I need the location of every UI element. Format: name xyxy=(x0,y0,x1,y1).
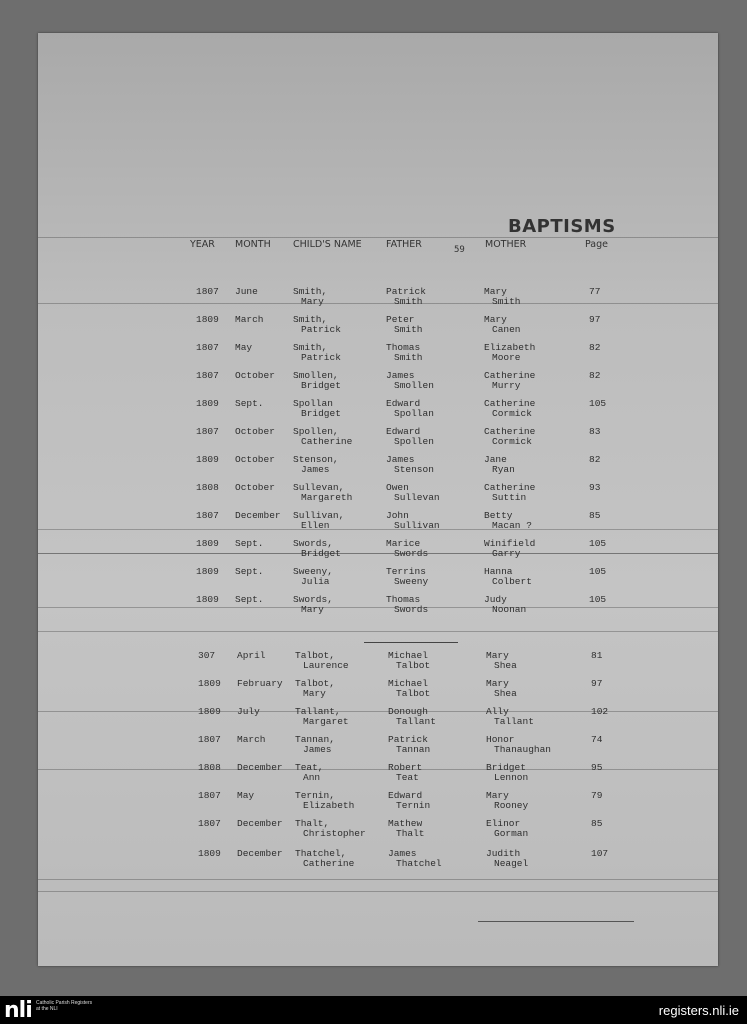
entry-page: 74 xyxy=(591,734,603,745)
entry-father-line2: Talbot xyxy=(396,688,431,699)
footer-bar xyxy=(0,996,747,1024)
entry-mother-line1: Jane xyxy=(484,454,507,465)
entry-child-line2: Bridget xyxy=(301,408,341,419)
table-row xyxy=(38,315,718,341)
entry-father xyxy=(386,511,440,531)
entry-father xyxy=(386,343,423,363)
entry-child xyxy=(295,679,335,699)
entry-mother-line2: Macan ? xyxy=(492,520,532,531)
entry-father-line2: Swords xyxy=(394,604,429,615)
entry-mother-line2: Colbert xyxy=(492,576,532,587)
entry-mother-line2: Suttin xyxy=(492,492,527,503)
entry-mother xyxy=(484,567,532,587)
entry-child xyxy=(293,399,341,419)
entry-child-line1: Smith, xyxy=(293,314,328,325)
entry-child-line1: Tannan, xyxy=(295,734,335,745)
column-header-month: MONTH xyxy=(235,239,271,250)
entry-father-line2: Thalt xyxy=(396,828,425,839)
table-row xyxy=(38,595,718,621)
entry-year: 1807 xyxy=(196,510,219,521)
entry-month: April xyxy=(237,650,266,661)
entry-father-line1: Edward xyxy=(386,426,421,437)
column-header-mother: MOTHER xyxy=(485,239,527,250)
entry-father xyxy=(386,427,434,447)
entry-month: October xyxy=(235,370,275,381)
table-row xyxy=(38,343,718,369)
entry-child xyxy=(293,595,333,615)
entry-father-line2: Smith xyxy=(394,352,423,363)
entry-page: 82 xyxy=(589,342,601,353)
register-page xyxy=(38,33,718,966)
entry-father-line1: Patrick xyxy=(388,734,428,745)
entry-year: 1809 xyxy=(198,678,221,689)
entry-page: 105 xyxy=(589,594,607,605)
entry-page: 97 xyxy=(589,314,601,325)
entry-mother-line1: Betty xyxy=(484,510,513,521)
entry-mother-line2: Murry xyxy=(492,380,521,391)
entry-page: 81 xyxy=(591,650,603,661)
entry-child-line2: James xyxy=(301,464,330,475)
entry-page: 95 xyxy=(591,762,603,773)
entry-mother-line1: Winifield xyxy=(484,538,536,549)
entry-mother-line1: Catherine xyxy=(484,370,536,381)
entry-month: December xyxy=(237,818,283,829)
nli-logo[interactable]: nli xyxy=(4,998,32,1023)
table-row xyxy=(38,427,718,453)
table-row xyxy=(38,707,718,733)
table-row xyxy=(38,399,718,425)
entry-mother-line2: Rooney xyxy=(494,800,529,811)
entry-mother xyxy=(484,539,535,559)
entry-mother-line1: Mary xyxy=(484,314,507,325)
entry-child xyxy=(293,427,352,447)
entry-mother xyxy=(486,735,551,755)
entry-father-line2: Smith xyxy=(394,296,423,307)
entry-mother xyxy=(486,679,517,699)
entry-page: 82 xyxy=(589,454,601,465)
entry-mother-line2: Garry xyxy=(492,548,521,559)
entry-mother-line1: Catherine xyxy=(484,426,536,437)
entry-father xyxy=(388,651,430,671)
table-row xyxy=(38,819,718,845)
entry-child-line2: Mary xyxy=(303,688,326,699)
entry-month: October xyxy=(235,482,275,493)
entry-child-line1: Sullevan, xyxy=(293,482,345,493)
entry-child-line1: Tallant, xyxy=(295,706,341,717)
entry-father-line2: Talbot xyxy=(396,660,431,671)
entry-page: 105 xyxy=(589,398,607,409)
entry-mother xyxy=(484,595,526,615)
entry-mother-line1: Elizabeth xyxy=(484,342,536,353)
entry-father-line2: Thatchel xyxy=(396,858,442,869)
entry-mother-line2: Lennon xyxy=(494,772,529,783)
entry-mother-line2: Thanaughan xyxy=(494,744,552,755)
entry-year: 1809 xyxy=(196,566,219,577)
entry-mother-line1: Catherine xyxy=(484,398,536,409)
page-number: 59 xyxy=(454,245,465,255)
entry-year: 1809 xyxy=(196,538,219,549)
entry-page: 77 xyxy=(589,286,601,297)
entry-child-line1: Ternin, xyxy=(295,790,335,801)
entry-mother xyxy=(484,399,535,419)
entry-month: May xyxy=(235,342,253,353)
entry-mother-line2: Canen xyxy=(492,324,521,335)
table-row xyxy=(38,287,718,313)
entry-page: 79 xyxy=(591,790,603,801)
entry-father-line2: Tallant xyxy=(396,716,436,727)
column-header-child: CHILD'S NAME xyxy=(293,239,362,250)
entry-month: March xyxy=(235,314,264,325)
entry-child-line1: Thalt, xyxy=(295,818,330,829)
entry-mother-line1: Mary xyxy=(484,286,507,297)
entry-year: 1809 xyxy=(196,454,219,465)
scan-line xyxy=(38,891,718,892)
entry-mother-line1: Judy xyxy=(484,594,507,605)
entry-father xyxy=(386,539,428,559)
entry-mother-line1: Ally xyxy=(486,706,509,717)
entry-child xyxy=(293,371,341,391)
entry-father-line2: Smith xyxy=(394,324,423,335)
entry-page: 83 xyxy=(589,426,601,437)
entry-mother xyxy=(486,849,528,869)
entry-child xyxy=(295,819,366,839)
entry-month: March xyxy=(237,734,266,745)
entry-mother-line2: Cormick xyxy=(492,436,532,447)
entry-month: June xyxy=(235,286,258,297)
entry-father-line1: Peter xyxy=(386,314,415,325)
entry-year: 1809 xyxy=(198,848,221,859)
entry-year: 1807 xyxy=(198,818,221,829)
entry-year: 1808 xyxy=(198,762,221,773)
table-row xyxy=(38,763,718,789)
entry-mother xyxy=(484,343,535,363)
section-divider xyxy=(364,642,458,643)
entry-month: December xyxy=(237,762,283,773)
column-header-page: Page xyxy=(585,239,608,250)
entry-mother-line2: Shea xyxy=(494,688,517,699)
entry-father-line1: Patrick xyxy=(386,286,426,297)
entry-child-line1: Smith, xyxy=(293,286,328,297)
entry-child xyxy=(293,511,344,531)
entry-child-line2: Mary xyxy=(301,604,324,615)
entry-year: 1809 xyxy=(196,314,219,325)
column-header-year: YEAR xyxy=(190,239,215,250)
entry-child-line2: Bridget xyxy=(301,548,341,559)
entry-child xyxy=(293,567,333,587)
entry-mother-line1: Honor xyxy=(486,734,515,745)
entry-mother-line2: Ryan xyxy=(492,464,515,475)
entry-month: Sept. xyxy=(235,398,264,409)
column-header-father: FATHER xyxy=(386,239,422,250)
entry-child-line1: Talbot, xyxy=(295,650,335,661)
entry-father-line1: James xyxy=(386,454,415,465)
entry-child xyxy=(295,791,354,811)
entry-child-line1: Swords, xyxy=(293,538,333,549)
entry-child xyxy=(293,343,341,363)
entry-father-line2: Smollen xyxy=(394,380,434,391)
entry-child xyxy=(293,483,352,503)
entry-page: 107 xyxy=(591,848,609,859)
entry-father-line1: James xyxy=(388,848,417,859)
entry-child-line1: Swords, xyxy=(293,594,333,605)
entry-father-line2: Sweeny xyxy=(394,576,429,587)
entry-child-line2: Mary xyxy=(301,296,324,307)
entry-father xyxy=(388,791,430,811)
entry-child-line2: James xyxy=(303,744,332,755)
scan-line xyxy=(38,879,718,880)
entry-mother xyxy=(484,371,535,391)
table-row xyxy=(38,511,718,537)
entry-month: Sept. xyxy=(235,566,264,577)
entry-father-line2: Teat xyxy=(396,772,419,783)
entry-father xyxy=(386,287,426,307)
entry-child xyxy=(293,539,341,559)
entry-father-line1: Owen xyxy=(386,482,409,493)
entry-child-line2: Patrick xyxy=(301,324,341,335)
entry-year: 1807 xyxy=(198,790,221,801)
entry-month: Sept. xyxy=(235,594,264,605)
entry-mother-line1: Bridget xyxy=(486,762,526,773)
entry-mother-line2: Moore xyxy=(492,352,521,363)
entry-year: 307 xyxy=(198,650,216,661)
entry-father xyxy=(386,595,428,615)
entry-father-line2: Tannan xyxy=(396,744,431,755)
entry-father xyxy=(386,315,423,335)
entry-mother-line1: Judith xyxy=(486,848,521,859)
entry-child-line2: Elizabeth xyxy=(303,800,355,811)
scan-line xyxy=(38,631,718,632)
entry-child-line1: Talbot, xyxy=(295,678,335,689)
entry-year: 1807 xyxy=(196,370,219,381)
scan-line xyxy=(38,237,718,238)
entry-page: 105 xyxy=(589,566,607,577)
entry-father-line1: Edward xyxy=(386,398,421,409)
entry-month: February xyxy=(237,678,283,689)
entry-month: December xyxy=(237,848,283,859)
entry-mother xyxy=(486,791,528,811)
table-row xyxy=(38,371,718,397)
entry-child xyxy=(295,707,349,727)
entry-page: 102 xyxy=(591,706,609,717)
table-row xyxy=(38,735,718,761)
entry-page: 85 xyxy=(591,818,603,829)
entry-year: 1807 xyxy=(196,426,219,437)
table-row xyxy=(38,455,718,481)
entry-father xyxy=(388,819,425,839)
entry-child xyxy=(295,735,335,755)
entry-child xyxy=(293,287,327,307)
entry-year: 1809 xyxy=(198,706,221,717)
entry-mother xyxy=(486,763,528,783)
site-link[interactable]: registers.nli.ie xyxy=(658,1003,739,1018)
entry-mother xyxy=(486,651,517,671)
entry-mother xyxy=(484,287,521,307)
entry-mother-line1: Mary xyxy=(486,790,509,801)
entry-mother-line2: Shea xyxy=(494,660,517,671)
entry-child-line2: Christopher xyxy=(303,828,366,839)
entry-mother-line2: Neagel xyxy=(494,858,529,869)
entry-mother xyxy=(484,511,532,531)
entry-mother-line2: Gorman xyxy=(494,828,529,839)
entry-month: May xyxy=(237,790,255,801)
table-row xyxy=(38,791,718,817)
entry-father xyxy=(388,849,442,869)
entry-month: Sept. xyxy=(235,538,264,549)
entry-father-line1: James xyxy=(386,370,415,381)
entry-page: 93 xyxy=(589,482,601,493)
entry-child-line2: Julia xyxy=(301,576,330,587)
entry-child-line2: Margareth xyxy=(301,492,353,503)
entry-child-line1: Teat, xyxy=(295,762,324,773)
entry-father-line1: Michael xyxy=(388,650,428,661)
entry-father-line2: Sullevan xyxy=(394,492,440,503)
entry-father-line1: Marice xyxy=(386,538,421,549)
entry-child-line1: Smith, xyxy=(293,342,328,353)
entry-page: 82 xyxy=(589,370,601,381)
entry-child-line2: Bridget xyxy=(301,380,341,391)
entry-month: October xyxy=(235,454,275,465)
entry-father-line1: Thomas xyxy=(386,594,421,605)
entry-father xyxy=(386,567,428,587)
entry-month: December xyxy=(235,510,281,521)
entry-father xyxy=(386,483,440,503)
entry-child-line2: Catherine xyxy=(301,436,353,447)
entry-father-line1: Terrins xyxy=(386,566,426,577)
entry-father-line1: Thomas xyxy=(386,342,421,353)
entry-child-line1: Stenson, xyxy=(293,454,339,465)
entry-child-line1: Spollan xyxy=(293,398,333,409)
entry-year: 1809 xyxy=(196,594,219,605)
entry-child-line1: Smollen, xyxy=(293,370,339,381)
entry-father-line1: Donough xyxy=(388,706,428,717)
page-title: BAPTISMS xyxy=(508,216,616,237)
entry-child xyxy=(293,455,339,475)
entry-father xyxy=(386,399,434,419)
entry-child-line1: Thatchel, xyxy=(295,848,347,859)
entry-father-line1: Edward xyxy=(388,790,423,801)
entry-child-line1: Spollen, xyxy=(293,426,339,437)
entry-year: 1807 xyxy=(196,342,219,353)
entry-father xyxy=(388,763,422,783)
entry-page: 85 xyxy=(589,510,601,521)
entry-father-line2: Spollen xyxy=(394,436,434,447)
entry-father-line2: Sullivan xyxy=(394,520,440,531)
entry-father xyxy=(388,679,430,699)
entry-year: 1809 xyxy=(196,398,219,409)
entry-father-line1: John xyxy=(386,510,409,521)
entry-mother-line1: Mary xyxy=(486,650,509,661)
entry-child xyxy=(295,849,354,869)
entry-year: 1807 xyxy=(198,734,221,745)
entry-mother-line1: Hanna xyxy=(484,566,513,577)
entry-year: 1807 xyxy=(196,286,219,297)
table-row xyxy=(38,849,718,875)
entry-mother xyxy=(486,819,528,839)
entry-father-line2: Ternin xyxy=(396,800,431,811)
entry-father xyxy=(386,371,434,391)
entry-mother xyxy=(484,483,535,503)
entry-mother-line2: Cormick xyxy=(492,408,532,419)
entry-father-line1: Mathew xyxy=(388,818,423,829)
entry-child-line2: Laurence xyxy=(303,660,349,671)
entry-father-line2: Stenson xyxy=(394,464,434,475)
table-row xyxy=(38,567,718,593)
entry-child-line2: Ellen xyxy=(301,520,330,531)
entry-child xyxy=(293,315,341,335)
entry-child-line2: Catherine xyxy=(303,858,355,869)
entry-mother-line1: Elinor xyxy=(486,818,521,829)
entry-month: July xyxy=(237,706,260,717)
entry-child-line2: Patrick xyxy=(301,352,341,363)
entry-page: 105 xyxy=(589,538,607,549)
table-row xyxy=(38,483,718,509)
entry-child-line2: Ann xyxy=(303,772,321,783)
entry-father xyxy=(388,735,430,755)
table-row xyxy=(38,679,718,705)
entry-mother-line2: Tallant xyxy=(494,716,534,727)
entry-father-line1: Robert xyxy=(388,762,423,773)
entry-month: October xyxy=(235,426,275,437)
entry-father-line1: Michael xyxy=(388,678,428,689)
logo-caption: Catholic Parish Registers at the NLI xyxy=(36,1000,93,1012)
bottom-rule xyxy=(478,921,634,922)
entry-mother xyxy=(484,315,521,335)
entry-mother xyxy=(484,427,535,447)
entry-mother-line2: Smith xyxy=(492,296,521,307)
table-row xyxy=(38,651,718,677)
entry-page: 97 xyxy=(591,678,603,689)
entry-father-line2: Swords xyxy=(394,548,429,559)
entry-mother xyxy=(486,707,534,727)
entry-child xyxy=(295,651,349,671)
entry-father-line2: Spollan xyxy=(394,408,434,419)
entry-year: 1808 xyxy=(196,482,219,493)
entry-child xyxy=(295,763,324,783)
table-row xyxy=(38,539,718,565)
entry-child-line2: Margaret xyxy=(303,716,349,727)
entry-child-line1: Sweeny, xyxy=(293,566,333,577)
entry-father xyxy=(386,455,434,475)
entry-mother xyxy=(484,455,515,475)
entry-mother-line1: Catherine xyxy=(484,482,536,493)
entry-mother-line1: Mary xyxy=(486,678,509,689)
entry-mother-line2: Noonan xyxy=(492,604,527,615)
entry-child-line1: Sullivan, xyxy=(293,510,345,521)
entry-father xyxy=(388,707,436,727)
